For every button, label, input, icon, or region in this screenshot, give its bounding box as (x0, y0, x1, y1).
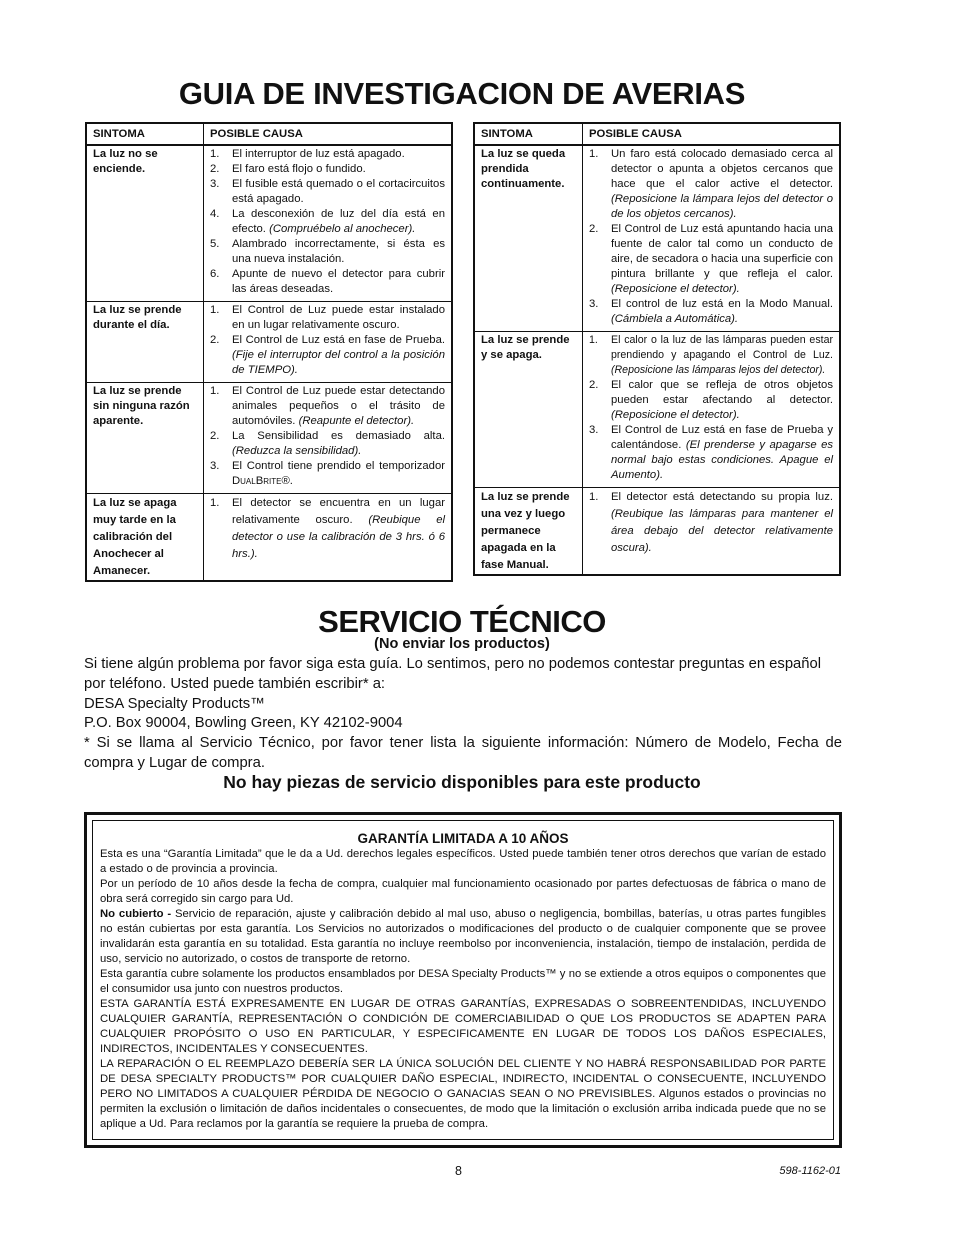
service-intro: Si tiene algún problema por favor siga esta guía. Lo sentimos, pero no podemos contestar preguntas en español por teléfono. Usted puede también escribir* a: (84, 656, 822, 692)
symptom-cell: La luz se queda prendida continuamente. (474, 145, 583, 332)
cause-item: 2. El calor que se refleja de otros objetos pueden estar afectando al detector. (Reposicione el detector). (589, 379, 833, 421)
cause-cell (204, 145, 453, 302)
cause-item: 3. El Control tiene prendido el temporizador DualBrite®. (210, 460, 445, 487)
cause-header: POSIBLE CAUSA (204, 123, 453, 145)
document-code: 598-1162-01 (779, 1165, 841, 1177)
symptom-cell: La luz se prende y se apaga. (474, 332, 583, 488)
symptom-cell: La luz se prende durante el día. (86, 302, 204, 383)
cause-cell (583, 145, 841, 332)
symptom-header: SINTOMA (474, 123, 583, 145)
cause-header: POSIBLE CAUSA (583, 123, 841, 145)
cause-cell (583, 332, 841, 488)
cause-item: 2. El faro está flojo o fundido. (210, 163, 366, 175)
not-covered-label: No cubierto - (100, 908, 172, 920)
table-row (86, 302, 452, 383)
warranty-box (84, 812, 842, 1148)
symptom-cell: La luz se prende una vez y luego permanece apagada en la fase Manual. (474, 488, 583, 576)
troubleshooting-table-right (473, 122, 841, 576)
service-title: SERVICIO TÉCNICO (318, 604, 606, 639)
warranty-paragraph: ESTA GARANTÍA ESTÁ EXPRESAMENTE EN LUGAR DE OTRAS GARANTÍAS, EXPRESADAS O SOBREENTENDIDAS, INCLUYENDO CUALQUIER GARANTÍA, REPRESENTACIÓN O CONDICIÓN DE COMERCIABILIDAD O QUE LOS PRODUCTOS SE ADAPTEN PARA CUALQUIER PROPÓSITO O USO EN PARTICULAR, Y ESPECIFICAMENTE EN LUGAR DE TODOS LOS DAÑOS ESPECIALES, INDIRECTOS, INCIDENTALES Y CONSECUENTES. (100, 998, 826, 1055)
cause-item: 2. El Control de Luz está en fase de Prueba. (Fije el interruptor del control a la posición de TIEMPO). (210, 334, 445, 376)
table-row (86, 145, 452, 302)
symptom-header: SINTOMA (86, 123, 204, 145)
cause-item: 3. El fusible está quemado o el cortacircuitos está apagado. (210, 178, 445, 205)
cause-item: 1. El interruptor de luz está apagado. (210, 148, 405, 160)
table-row (474, 332, 840, 488)
warranty-paragraph: No cubierto - Servicio de reparación, ajuste y calibración debido al mal uso, abuso o negligencia, bombillas, baterías, u otras partes fungibles no están cubiertas por esta garantía. Los Servicios no autorizados o modificaciones del producto o de cualquier componente que se provee invalidarán esta garantía en su totalidad. Esta garantía no incluye reembolso por inconveniencia, instalación, tiempo de instalación, perdida de uso, servicio no autorizado, o costos de transporte de retorno. (100, 908, 826, 965)
warranty-paragraph: Por un período de 10 años desde la fecha de compra, cualquier mal funcionamiento ocasionado por partes defectuosas de fábrica o mano de obra será corregido sin cargo para Ud. (100, 878, 826, 905)
cause-item: 1. El Control de Luz puede estar instalado en un lugar relativamente oscuro. (210, 304, 445, 331)
cause-item: 5. Alambrado incorrectamente, si ésta es una nueva instalación. (210, 238, 445, 265)
cause-item: 6. Apunte de nuevo el detector para cubrir las áreas deseadas. (210, 268, 445, 295)
warranty-paragraph: Esta garantía cubre solamente los productos ensamblados por DESA Specialty Products™ y no se extiende a otros equipos o componentes que el consumidor usa junto con nuestros productos. (100, 968, 826, 995)
no-parts-notice: No hay piezas de servicio disponibles para este producto (223, 772, 701, 792)
cause-cell (583, 488, 841, 576)
cause-item: 1. Un faro está colocado demasiado cerca al detector o apunta a objetos cercanos que hace que el calor active el detector. (Reposicione la lámpara lejos del detector o de los objetos cercanos). (589, 148, 833, 220)
service-company: DESA Specialty Products™ (84, 696, 265, 712)
cause-item: 3. El Control de Luz está en fase de Prueba y calentándose. (El prenderse y apagarse es normal bajo estas condiciones. Apague el Aumento). (589, 424, 834, 481)
service-address: P.O. Box 90004, Bowling Green, KY 42102-9004 (84, 715, 403, 731)
cause-item: 3. El control de luz está en la Modo Manual. (Cámbiela a Automática). (589, 298, 833, 325)
symptom-cell: La luz se apaga muy tarde en la calibración del Anochecer al Amanecer. (86, 494, 204, 582)
warranty-paragraph: Esta es una “Garantía Limitada” que le da a Ud. derechos legales específicos. Usted puede también tener otros derechos que varían de estado a estado o de provincia a provincia. (100, 848, 826, 875)
symptom-cell: La luz se prende sin ninguna razón aparente. (86, 383, 204, 494)
warranty-title: GARANTÍA LIMITADA A 10 AÑOS (357, 831, 569, 846)
cause-item: 1. El Control de Luz puede estar detectando animales pequeños o el trásito de automóviles. (Reapunte el detector). (210, 385, 445, 427)
cause-item: 2. El Control de Luz está apuntando hacia una fuente de calor tal como un conducto de aire, de secadora o hacia una superficie con pintura brillante y que refleja el calor. (Reposicione el detector). (589, 223, 833, 295)
service-subtitle: (No enviar los productos) (374, 636, 550, 652)
symptom-cell: La luz no se enciende. (86, 145, 204, 302)
cause-cell (204, 302, 453, 383)
cause-cell (204, 383, 453, 494)
table-row (86, 383, 452, 494)
dualbrite-mark: DualBrite®. (232, 475, 293, 487)
cause-item: 2. La Sensibilidad es demasiado alta. (Reduzca la sensibilidad). (210, 430, 445, 457)
cause-cell (204, 494, 453, 582)
cause-item: 1. El calor o la luz de las lámparas pueden estar prendiendo y apagando el Control de Luz. (Reposicione las lámparas lejos del detector). (589, 334, 833, 376)
service-note: * Si se llama al Servicio Técnico, por favor tener lista la siguiente información: Número de Modelo, Fecha de compra y Lugar de compra. (84, 735, 842, 771)
warranty-inner (92, 820, 834, 1140)
warranty-paragraph: LA REPARACIÓN O EL REEMPLAZO DEBERÍA SER LA ÚNICA SOLUCIÓN DEL CLIENTE Y NO HABRÁ RESPONSABILIDAD POR PARTE DE DESA SPECIALTY PRODUCTS™ POR CUALQUIER DAÑO ESPECIAL, INDIRECTO, INCIDENTAL O CONSECUENTE, INCLUYENDO PERO NO LIMITADOS A CUALQUIER PÉRDIDA DE NEGOCIO O GANACIAS SEAN O NO PREVISIBLES. Algunos estados o provincias no permiten la exclusión o limitación de daños incidentales o consecuentes, de modo que la limitación o exclusión arriba indicada puede que no se aplique a Ud. Para reclamos por la garantía se requiere la prueba de compra. (100, 1058, 826, 1130)
cause-item: 1. El detector se encuentra en un lugar relativamente oscuro. (Reubique el detector o use la calibración de 3 hrs. ó 6 hrs.). (210, 497, 446, 560)
table-row (474, 145, 840, 332)
page-number: 8 (455, 1164, 462, 1178)
troubleshooting-table-left (85, 122, 453, 582)
page-title: GUIA DE INVESTIGACION DE AVERIAS (178, 76, 746, 111)
cause-item: 1. El detector está detectando su propia luz. (Reubique las lámparas para mantener el área debajo del detector relativamente oscura). (589, 491, 833, 554)
table-row (474, 488, 840, 576)
cause-item: 4. La desconexión de luz del día está en efecto. (Compruébelo al anochecer). (210, 208, 445, 235)
table-row (86, 494, 452, 582)
